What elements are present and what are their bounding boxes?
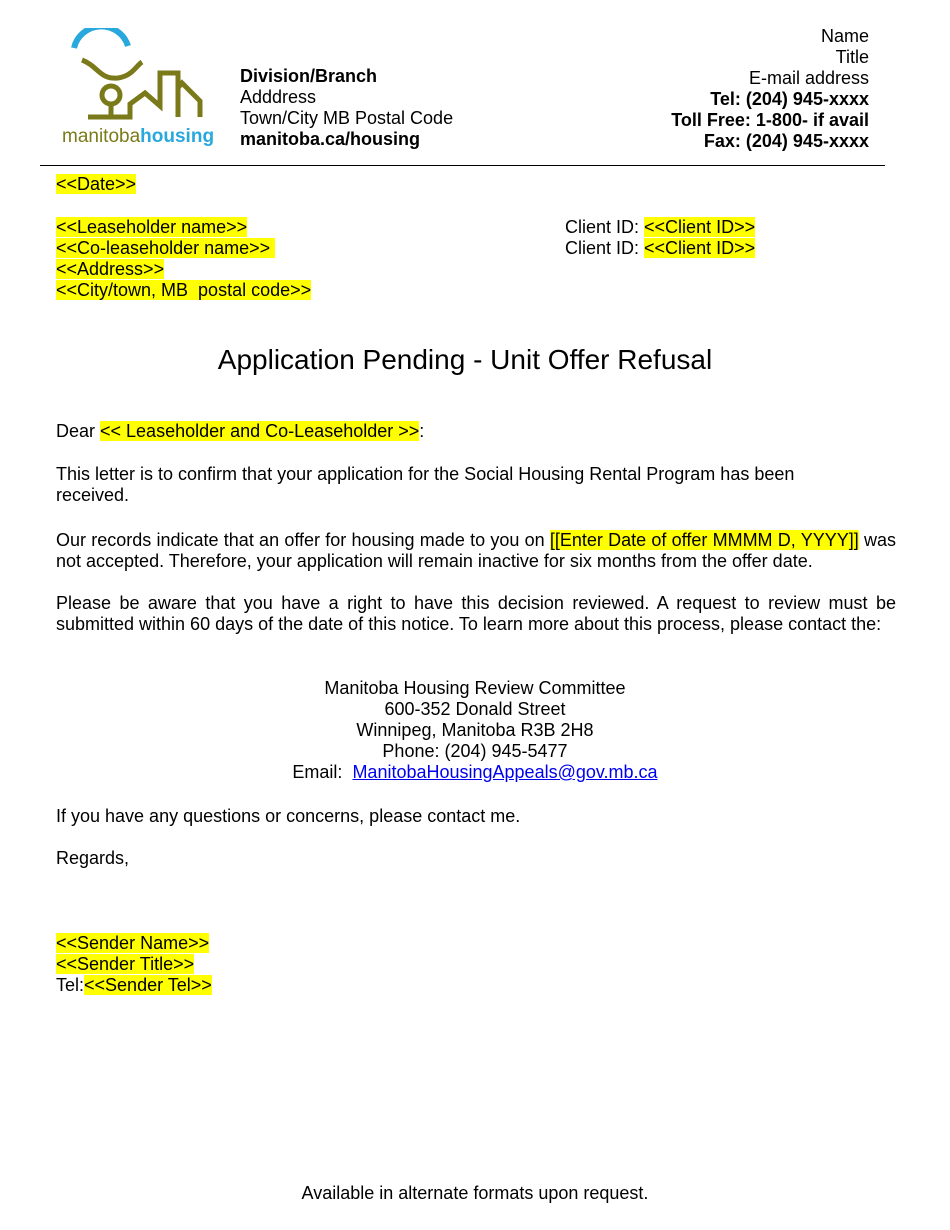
- client-id-2: <<Client ID>>: [644, 238, 756, 258]
- salutation: [56, 421, 896, 442]
- contact-name: Name: [820, 26, 869, 46]
- client-id-1: <<Client ID>>: [644, 217, 756, 237]
- header-divider: [40, 165, 885, 166]
- para2-text: Our records indicate that an offer for housing made to you on: [56, 530, 550, 550]
- committee-address: [0, 678, 950, 783]
- co-leaseholder-name: <<Co-leaseholder name>>: [56, 238, 276, 258]
- sender-block: [56, 933, 212, 996]
- logo-text-housing: housing: [140, 126, 215, 147]
- footer-note: Available in alternate formats upon request.: [301, 1183, 649, 1203]
- client-id-block: [565, 217, 755, 259]
- email-label: Email:: [292, 762, 353, 782]
- sender-tel: <<Sender Tel>>: [84, 975, 212, 995]
- paragraph-review: Please be aware that you have a right to have this decision reviewed. A request to review must be submitted within 60 days of the date of this notice. To learn more about this process, please contact the:: [56, 593, 896, 634]
- paragraph-offer: [56, 530, 896, 572]
- manitoba-housing-logo: [60, 28, 215, 153]
- recipient-city: <<City/town, MB postal code>>: [56, 280, 312, 300]
- logo-graphic-icon: [60, 28, 210, 128]
- committee-name: Manitoba Housing Review Committee: [324, 678, 626, 698]
- division-address-block: [240, 66, 453, 150]
- committee-street: 600-352 Donald Street: [384, 699, 566, 719]
- date-field: <<Date>>: [56, 174, 137, 194]
- letter-title: Application Pending - Unit Offer Refusal: [217, 344, 713, 375]
- contact-title: Title: [835, 47, 869, 67]
- recipient-block: [56, 217, 311, 301]
- client-id-label: Client ID:: [565, 238, 645, 258]
- logo-text-manitoba: manitoba: [62, 126, 141, 147]
- contact-fax: Fax: (204) 945-xxxx: [703, 131, 869, 151]
- closing: Regards,: [56, 848, 130, 868]
- salutation-name: << Leaseholder and Co-Leaseholder >>: [100, 421, 420, 441]
- paragraph-confirmation: This letter is to confirm that your application for the Social Housing Rental Program has been received.: [56, 464, 795, 505]
- contact-email: E-mail address: [748, 68, 869, 88]
- salutation-suffix: :: [419, 421, 425, 441]
- website: manitoba.ca/housing: [240, 129, 421, 149]
- committee-email-link[interactable]: ManitobaHousingAppeals@gov.mb.ca: [352, 762, 658, 782]
- contact-block: [671, 26, 869, 152]
- sender-tel-label: Tel:: [56, 975, 85, 995]
- contact-toll-free: Toll Free: 1-800- if avail: [671, 110, 869, 130]
- division-name: Division/Branch: [240, 66, 378, 86]
- offer-date-field: [[Enter Date of offer MMMM D, YYYY]]: [549, 530, 859, 550]
- division-town: Town/City MB Postal Code: [240, 108, 454, 128]
- leaseholder-name: <<Leaseholder name>>: [56, 217, 248, 237]
- sender-title: <<Sender Title>>: [56, 954, 195, 974]
- recipient-address: <<Address>>: [56, 259, 165, 279]
- para2-text-after: was not accepted. Therefore, your application will remain inactive for six months from the offer date.: [56, 530, 897, 571]
- client-id-label: Client ID:: [565, 217, 645, 237]
- committee-city: Winnipeg, Manitoba R3B 2H8: [356, 720, 594, 740]
- division-address: Adddress: [240, 87, 317, 107]
- paragraph-questions: If you have any questions or concerns, please contact me.: [56, 806, 521, 826]
- contact-tel: Tel: (204) 945-xxxx: [710, 89, 869, 109]
- committee-phone: Phone: (204) 945-5477: [382, 741, 568, 761]
- sender-name: <<Sender Name>>: [56, 933, 210, 953]
- salutation-prefix: Dear: [56, 421, 101, 441]
